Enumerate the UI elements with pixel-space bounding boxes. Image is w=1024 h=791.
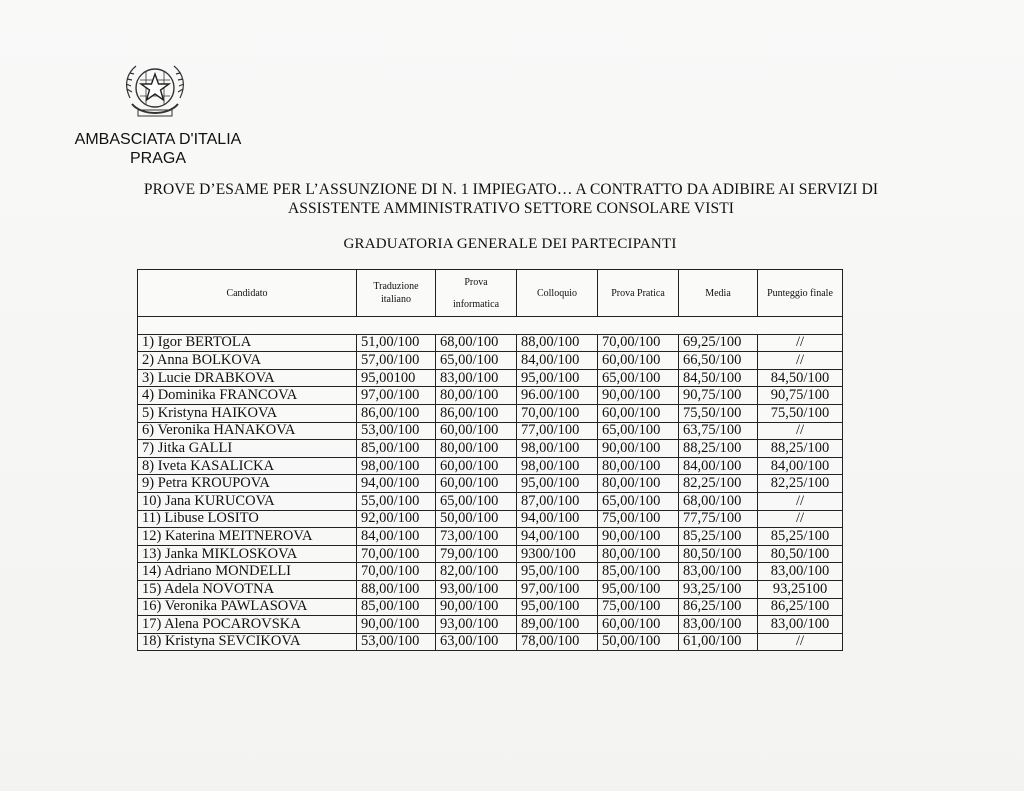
average-score-cell: 86,25/100 (679, 598, 758, 616)
interview-score-cell: 9300/100 (517, 545, 598, 563)
table-row (138, 404, 843, 422)
interview-score-cell: 95,00/100 (517, 475, 598, 493)
interview-score-cell: 89,00/100 (517, 616, 598, 634)
final-score-cell: 84,00/100 (758, 457, 843, 475)
practical-score-cell: 80,00/100 (598, 475, 679, 493)
it-score-cell: 80,00/100 (436, 387, 517, 405)
interview-score-cell: 84,00/100 (517, 352, 598, 370)
candidate-cell: 4) Dominika FRANCOVA (138, 387, 357, 405)
table-row (138, 352, 843, 370)
practical-score-cell: 80,00/100 (598, 457, 679, 475)
practical-score-cell: 80,00/100 (598, 545, 679, 563)
translation-score-cell: 53,00/100 (357, 633, 436, 651)
table-row (138, 580, 843, 598)
table-row (138, 563, 843, 581)
practical-score-cell: 90,00/100 (598, 528, 679, 546)
it-score-cell: 82,00/100 (436, 563, 517, 581)
interview-score-cell: 78,00/100 (517, 633, 598, 651)
header-spacer (138, 317, 843, 335)
interview-score-cell: 95,00/100 (517, 563, 598, 581)
it-score-cell: 60,00/100 (436, 475, 517, 493)
it-score-cell: 65,00/100 (436, 352, 517, 370)
final-score-cell: 83,00/100 (758, 563, 843, 581)
average-score-cell: 69,25/100 (679, 334, 758, 352)
title-line-2: ASSISTENTE AMMINISTRATIVO SETTORE CONSOLARE VISTI (287, 200, 735, 217)
table-header-row (138, 270, 843, 317)
average-score-cell: 85,25/100 (679, 528, 758, 546)
candidate-cell: 10) Jana KURUCOVA (138, 492, 357, 510)
candidate-cell: 1) Igor BERTOLA (138, 334, 357, 352)
final-score-cell: // (758, 633, 843, 651)
final-score-cell: 93,25100 (758, 580, 843, 598)
interview-score-cell: 70,00/100 (517, 404, 598, 422)
embassy-name (68, 130, 248, 168)
title-line-1: PROVE D’ESAME PER L’ASSUNZIONE DI N. 1 IMPIEGATO… A CONTRATTO DA ADIBIRE AI SERVIZI DI (143, 181, 879, 198)
translation-score-cell: 94,00/100 (357, 475, 436, 493)
candidate-cell: 16) Veronika PAWLASOVA (138, 598, 357, 616)
practical-score-cell: 65,00/100 (598, 369, 679, 387)
candidate-cell: 17) Alena POCAROVSKA (138, 616, 357, 634)
table-row (138, 633, 843, 651)
header-interview: Colloquio (517, 270, 598, 317)
it-score-cell: 60,00/100 (436, 457, 517, 475)
header-average: Media (679, 270, 758, 317)
it-score-cell: 93,00/100 (436, 616, 517, 634)
table-row (138, 369, 843, 387)
practical-score-cell: 95,00/100 (598, 580, 679, 598)
average-score-cell: 83,00/100 (679, 616, 758, 634)
table-row (138, 528, 843, 546)
it-score-cell: 93,00/100 (436, 580, 517, 598)
translation-score-cell: 85,00/100 (357, 598, 436, 616)
translation-score-cell: 51,00/100 (357, 334, 436, 352)
header-it-test (436, 270, 517, 317)
candidate-cell: 3) Lucie DRABKOVA (138, 369, 357, 387)
it-score-cell: 73,00/100 (436, 528, 517, 546)
candidate-cell: 7) Jitka GALLI (138, 440, 357, 458)
italian-republic-emblem-icon (118, 58, 192, 124)
table-row (138, 616, 843, 634)
header-final-score: Punteggio finale (758, 270, 843, 317)
it-score-cell: 50,00/100 (436, 510, 517, 528)
candidate-cell: 5) Kristyna HAIKOVA (138, 404, 357, 422)
translation-score-cell: 85,00/100 (357, 440, 436, 458)
average-score-cell: 80,50/100 (679, 545, 758, 563)
header-candidate: Candidato (138, 270, 357, 317)
interview-score-cell: 96.00/100 (517, 387, 598, 405)
it-score-cell: 83,00/100 (436, 369, 517, 387)
table-row (138, 422, 843, 440)
average-score-cell: 84,00/100 (679, 457, 758, 475)
translation-score-cell: 84,00/100 (357, 528, 436, 546)
embassy-line-2: PRAGA (129, 150, 186, 167)
interview-score-cell: 94,00/100 (517, 528, 598, 546)
it-score-cell: 63,00/100 (436, 633, 517, 651)
average-score-cell: 90,75/100 (679, 387, 758, 405)
table-row (138, 475, 843, 493)
table-row (138, 457, 843, 475)
it-score-cell: 86,00/100 (436, 404, 517, 422)
translation-score-cell: 88,00/100 (357, 580, 436, 598)
average-score-cell: 93,25/100 (679, 580, 758, 598)
translation-score-cell: 92,00/100 (357, 510, 436, 528)
translation-score-cell: 70,00/100 (357, 563, 436, 581)
average-score-cell: 77,75/100 (679, 510, 758, 528)
table-row (138, 598, 843, 616)
practical-score-cell: 60,00/100 (598, 404, 679, 422)
practical-score-cell: 70,00/100 (598, 334, 679, 352)
spacer-cell (138, 317, 843, 335)
final-score-cell: 85,25/100 (758, 528, 843, 546)
final-score-cell: 88,25/100 (758, 440, 843, 458)
practical-score-cell: 90,00/100 (598, 387, 679, 405)
final-score-cell: // (758, 510, 843, 528)
document-title (96, 180, 926, 218)
final-score-cell: // (758, 422, 843, 440)
interview-score-cell: 88,00/100 (517, 334, 598, 352)
it-score-cell: 90,00/100 (436, 598, 517, 616)
final-score-cell: 84,50/100 (758, 369, 843, 387)
average-score-cell: 88,25/100 (679, 440, 758, 458)
translation-score-cell: 98,00/100 (357, 457, 436, 475)
translation-score-cell: 86,00/100 (357, 404, 436, 422)
average-score-cell: 82,25/100 (679, 475, 758, 493)
final-score-cell: 82,25/100 (758, 475, 843, 493)
average-score-cell: 66,50/100 (679, 352, 758, 370)
final-score-cell: // (758, 492, 843, 510)
practical-score-cell: 60,00/100 (598, 352, 679, 370)
translation-score-cell: 57,00/100 (357, 352, 436, 370)
table-row (138, 545, 843, 563)
table-row (138, 492, 843, 510)
average-score-cell: 75,50/100 (679, 404, 758, 422)
table-row (138, 510, 843, 528)
header-it-line-2: informatica (452, 298, 500, 310)
final-score-cell: 86,25/100 (758, 598, 843, 616)
it-score-cell: 68,00/100 (436, 334, 517, 352)
interview-score-cell: 87,00/100 (517, 492, 598, 510)
it-score-cell: 79,00/100 (436, 545, 517, 563)
practical-score-cell: 75,00/100 (598, 598, 679, 616)
candidate-cell: 13) Janka MIKLOSKOVA (138, 545, 357, 563)
candidate-cell: 6) Veronika HANAKOVA (138, 422, 357, 440)
candidate-cell: 9) Petra KROUPOVA (138, 475, 357, 493)
translation-score-cell: 95,00100 (357, 369, 436, 387)
final-score-cell: // (758, 334, 843, 352)
header-translation-line-1: Traduzione (373, 281, 419, 292)
interview-score-cell: 77,00/100 (517, 422, 598, 440)
practical-score-cell: 90,00/100 (598, 440, 679, 458)
practical-score-cell: 85,00/100 (598, 563, 679, 581)
header-it-line-1: Prova (464, 276, 488, 288)
candidate-cell: 8) Iveta KASALICKA (138, 457, 357, 475)
translation-score-cell: 97,00/100 (357, 387, 436, 405)
table-row (138, 334, 843, 352)
translation-score-cell: 55,00/100 (357, 492, 436, 510)
final-score-cell: 90,75/100 (758, 387, 843, 405)
table-row (138, 387, 843, 405)
table-body (138, 334, 843, 651)
interview-score-cell: 97,00/100 (517, 580, 598, 598)
interview-score-cell: 95,00/100 (517, 369, 598, 387)
it-score-cell: 80,00/100 (436, 440, 517, 458)
candidate-cell: 14) Adriano MONDELLI (138, 563, 357, 581)
interview-score-cell: 94,00/100 (517, 510, 598, 528)
practical-score-cell: 50,00/100 (598, 633, 679, 651)
translation-score-cell: 70,00/100 (357, 545, 436, 563)
it-score-cell: 65,00/100 (436, 492, 517, 510)
practical-score-cell: 65,00/100 (598, 492, 679, 510)
ranking-subtitle: GRADUATORIA GENERALE DEI PARTECIPANTI (343, 236, 677, 252)
candidate-cell: 15) Adela NOVOTNA (138, 580, 357, 598)
candidate-cell: 11) Libuse LOSITO (138, 510, 357, 528)
embassy-line-1: AMBASCIATA D'ITALIA (74, 131, 242, 148)
translation-score-cell: 53,00/100 (357, 422, 436, 440)
average-score-cell: 61,00/100 (679, 633, 758, 651)
final-score-cell: 83,00/100 (758, 616, 843, 634)
interview-score-cell: 98,00/100 (517, 440, 598, 458)
header-translation-line-2: italiano (381, 294, 411, 305)
translation-score-cell: 90,00/100 (357, 616, 436, 634)
table-row (138, 440, 843, 458)
header-translation (357, 270, 436, 317)
average-score-cell: 84,50/100 (679, 369, 758, 387)
candidate-cell: 12) Katerina MEITNEROVA (138, 528, 357, 546)
header-practical: Prova Pratica (598, 270, 679, 317)
interview-score-cell: 98,00/100 (517, 457, 598, 475)
average-score-cell: 68,00/100 (679, 492, 758, 510)
final-score-cell: 75,50/100 (758, 404, 843, 422)
final-score-cell: // (758, 352, 843, 370)
final-score-cell: 80,50/100 (758, 545, 843, 563)
practical-score-cell: 60,00/100 (598, 616, 679, 634)
practical-score-cell: 65,00/100 (598, 422, 679, 440)
ranking-table (137, 269, 843, 651)
practical-score-cell: 75,00/100 (598, 510, 679, 528)
candidate-cell: 18) Kristyna SEVCIKOVA (138, 633, 357, 651)
average-score-cell: 63,75/100 (679, 422, 758, 440)
average-score-cell: 83,00/100 (679, 563, 758, 581)
it-score-cell: 60,00/100 (436, 422, 517, 440)
interview-score-cell: 95,00/100 (517, 598, 598, 616)
candidate-cell: 2) Anna BOLKOVA (138, 352, 357, 370)
